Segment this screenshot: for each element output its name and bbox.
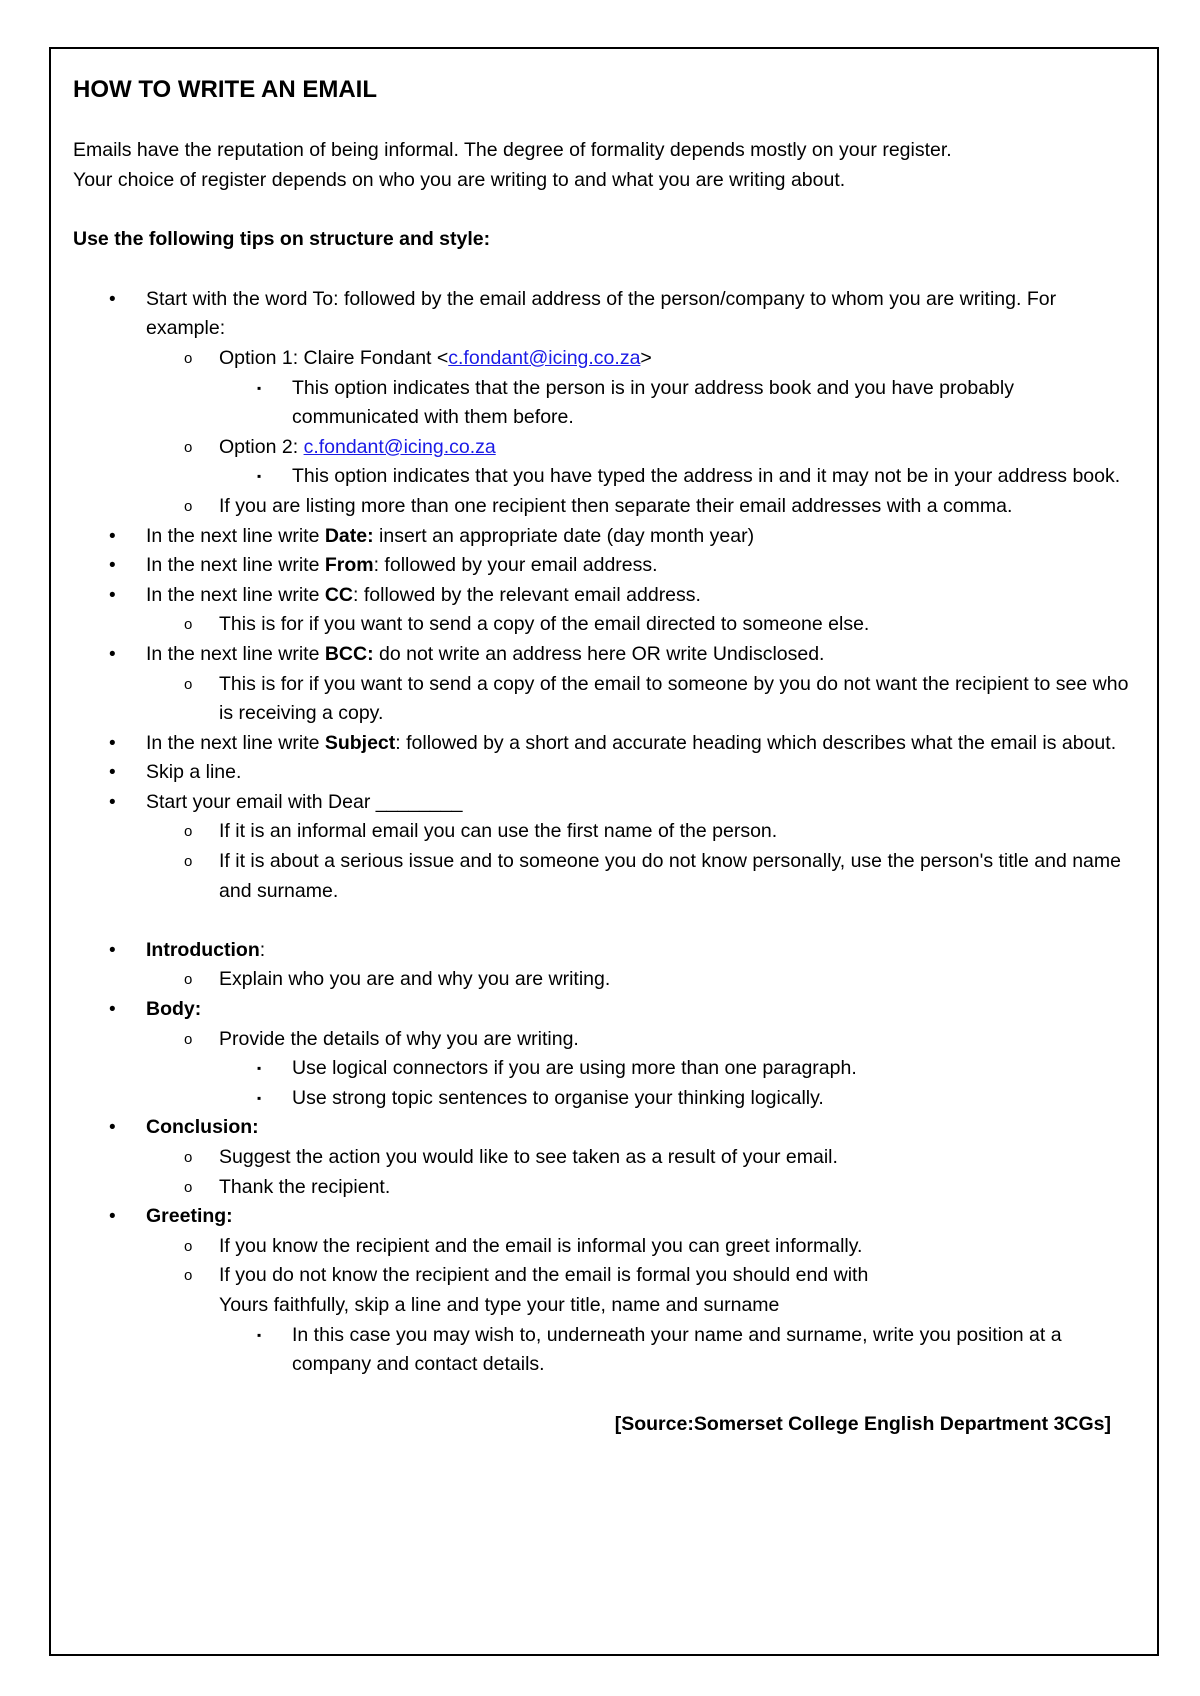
option-2-note: This option indicates that you have typed the address in and it may not be in your address book. bbox=[292, 465, 1121, 488]
bullet-icon: • bbox=[109, 525, 116, 547]
list-item bbox=[73, 551, 1133, 581]
introduction-colon: : bbox=[259, 938, 266, 961]
list-item bbox=[73, 492, 1133, 522]
list-item bbox=[73, 522, 1133, 552]
list-item bbox=[73, 462, 1133, 492]
tip-cc-post: : followed by the relevant email address. bbox=[353, 583, 701, 606]
option-1-suffix: > bbox=[640, 346, 652, 369]
list-item bbox=[73, 670, 1133, 729]
list-item bbox=[73, 1261, 1133, 1320]
structure-list bbox=[73, 936, 1133, 1380]
circle-bullet-icon: o bbox=[184, 1030, 193, 1048]
bullet-icon: • bbox=[109, 791, 116, 813]
tips-list bbox=[73, 285, 1133, 906]
tip-date-keyword: Date: bbox=[324, 524, 374, 547]
tip-from-keyword: From bbox=[324, 554, 374, 577]
tip-subject-pre: In the next line write bbox=[146, 731, 325, 754]
list-item bbox=[73, 729, 1133, 759]
option-1-label: Option 1: Claire Fondant < bbox=[219, 346, 449, 369]
greeting-note-2-line-1: If you do not know the recipient and the email is formal you should end with bbox=[219, 1264, 869, 1287]
square-bullet-icon: ▪ bbox=[257, 380, 262, 395]
circle-bullet-icon: o bbox=[184, 616, 193, 634]
source-credit: [Source:Somerset College English Department 3CGs] bbox=[614, 1412, 1111, 1435]
circle-bullet-icon: o bbox=[184, 1178, 193, 1196]
tip-cc-keyword: CC bbox=[324, 583, 354, 606]
circle-bullet-icon: o bbox=[184, 853, 193, 871]
tip-bcc-post: do not write an address here OR write Undisclosed. bbox=[373, 642, 825, 665]
square-bullet-icon: ▪ bbox=[257, 469, 262, 484]
bullet-icon: • bbox=[109, 643, 116, 665]
circle-bullet-icon: o bbox=[184, 349, 193, 367]
list-item bbox=[73, 344, 1133, 374]
tip-date-pre: In the next line write bbox=[146, 524, 325, 547]
tip-subject-post: : followed by a short and accurate heading which describes what the email is about. bbox=[395, 731, 1117, 754]
circle-bullet-icon: o bbox=[184, 497, 193, 515]
list-item bbox=[73, 610, 1133, 640]
tip-date-post: insert an appropriate date (day month year) bbox=[373, 524, 755, 547]
tip-bcc-keyword: BCC: bbox=[324, 642, 374, 665]
list-item bbox=[73, 758, 1133, 788]
option-2-label: Option 2: bbox=[219, 435, 304, 458]
body-label: Body: bbox=[146, 998, 202, 1021]
list-item bbox=[73, 285, 1133, 344]
list-item bbox=[73, 1084, 1133, 1114]
page-title: HOW TO WRITE AN EMAIL bbox=[73, 76, 377, 103]
bullet-icon: • bbox=[109, 999, 116, 1021]
option-1-note: This option indicates that the person is in your address book and you have probably communicated with them before. bbox=[292, 376, 1014, 429]
cc-note: This is for if you want to send a copy of the email directed to someone else. bbox=[219, 613, 870, 636]
list-item bbox=[73, 1025, 1133, 1055]
circle-bullet-icon: o bbox=[184, 823, 193, 841]
circle-bullet-icon: o bbox=[184, 1267, 193, 1285]
email-link[interactable]: c.fondant@icing.co.za bbox=[303, 435, 496, 458]
list-item bbox=[73, 374, 1133, 433]
list-item bbox=[73, 1054, 1133, 1084]
greeting-sub: In this case you may wish to, underneath your name and surname, write you position at a company and contact details. bbox=[292, 1323, 1062, 1376]
list-item bbox=[73, 1173, 1133, 1203]
list-item bbox=[73, 1113, 1133, 1143]
conclusion-label: Conclusion: bbox=[146, 1116, 259, 1139]
list-item bbox=[73, 433, 1133, 463]
square-bullet-icon: ▪ bbox=[257, 1061, 262, 1076]
tip-skip: Skip a line. bbox=[146, 761, 242, 784]
bullet-icon: • bbox=[109, 732, 116, 754]
multi-recipient-note: If you are listing more than one recipient then separate their email addresses with a comma. bbox=[219, 494, 1013, 517]
list-item bbox=[73, 1232, 1133, 1262]
greeting-label: Greeting: bbox=[146, 1205, 233, 1228]
intro-line-1: Emails have the reputation of being informal. The degree of formality depends mostly on your register. bbox=[73, 139, 952, 161]
introduction-label: Introduction bbox=[146, 938, 260, 961]
bullet-icon: • bbox=[109, 288, 116, 310]
list-item bbox=[73, 640, 1133, 670]
list-item bbox=[73, 581, 1133, 611]
list-item bbox=[73, 1202, 1133, 1232]
bullet-icon: • bbox=[109, 555, 116, 577]
circle-bullet-icon: o bbox=[184, 1149, 193, 1166]
list-item bbox=[73, 847, 1133, 906]
circle-bullet-icon: o bbox=[184, 675, 193, 693]
tip-from-pre: In the next line write bbox=[146, 554, 325, 577]
tip-bcc-pre: In the next line write bbox=[146, 642, 325, 665]
spacer bbox=[73, 906, 1133, 936]
bullet-icon: • bbox=[109, 1206, 116, 1228]
bullet-icon: • bbox=[109, 584, 116, 606]
conclusion-note-2: Thank the recipient. bbox=[219, 1175, 391, 1198]
tip-subject-keyword: Subject bbox=[324, 731, 396, 754]
email-link[interactable]: c.fondant@icing.co.za bbox=[448, 346, 641, 369]
circle-bullet-icon: o bbox=[184, 971, 193, 989]
bullet-icon: • bbox=[109, 762, 116, 784]
circle-bullet-icon: o bbox=[184, 1237, 193, 1255]
bullet-icon: • bbox=[109, 939, 116, 961]
greeting-note-2-line-2: Yours faithfully, skip a line and type your title, name and surname bbox=[219, 1293, 780, 1316]
tip-cc-pre: In the next line write bbox=[146, 583, 325, 606]
document-body bbox=[73, 72, 1133, 1439]
tip-dear: Start your email with Dear ________ bbox=[146, 790, 463, 813]
list-item bbox=[73, 965, 1133, 995]
circle-bullet-icon: o bbox=[184, 438, 193, 456]
list-item bbox=[73, 936, 1133, 966]
intro-line-2: Your choice of register depends on who you are writing to and what you are writing about. bbox=[73, 168, 846, 191]
conclusion-note-1: Suggest the action you would like to see taken as a result of your email. bbox=[219, 1146, 838, 1168]
tip-to: Start with the word To: followed by the email address of the person/company to whom you are writing. For example: bbox=[146, 287, 1057, 340]
introduction-note: Explain who you are and why you are writing. bbox=[219, 968, 611, 991]
body-sub-1: Use logical connectors if you are using more than one paragraph. bbox=[292, 1057, 857, 1080]
list-item bbox=[73, 1321, 1133, 1380]
dear-formal-note: If it is about a serious issue and to someone you do not know personally, use the person's title and name and surname. bbox=[219, 850, 1121, 902]
tips-heading: Use the following tips on structure and style: bbox=[73, 228, 491, 251]
list-item bbox=[73, 817, 1133, 847]
bullet-icon: • bbox=[109, 1117, 116, 1139]
list-item bbox=[73, 1143, 1133, 1173]
square-bullet-icon: ▪ bbox=[257, 1327, 262, 1342]
list-item bbox=[73, 788, 1133, 818]
tip-from-post: : followed by your email address. bbox=[373, 554, 658, 577]
body-note: Provide the details of why you are writing. bbox=[219, 1027, 579, 1050]
list-item bbox=[73, 995, 1133, 1025]
dear-informal-note: If it is an informal email you can use the first name of the person. bbox=[219, 820, 778, 843]
bcc-note: This is for if you want to send a copy of the email to someone by you do not want the recipient to see who is receiving a copy. bbox=[219, 672, 1129, 725]
greeting-note-1: If you know the recipient and the email is informal you can greet informally. bbox=[219, 1234, 863, 1257]
square-bullet-icon: ▪ bbox=[257, 1090, 262, 1105]
body-sub-2: Use strong topic sentences to organise your thinking logically. bbox=[292, 1086, 824, 1109]
